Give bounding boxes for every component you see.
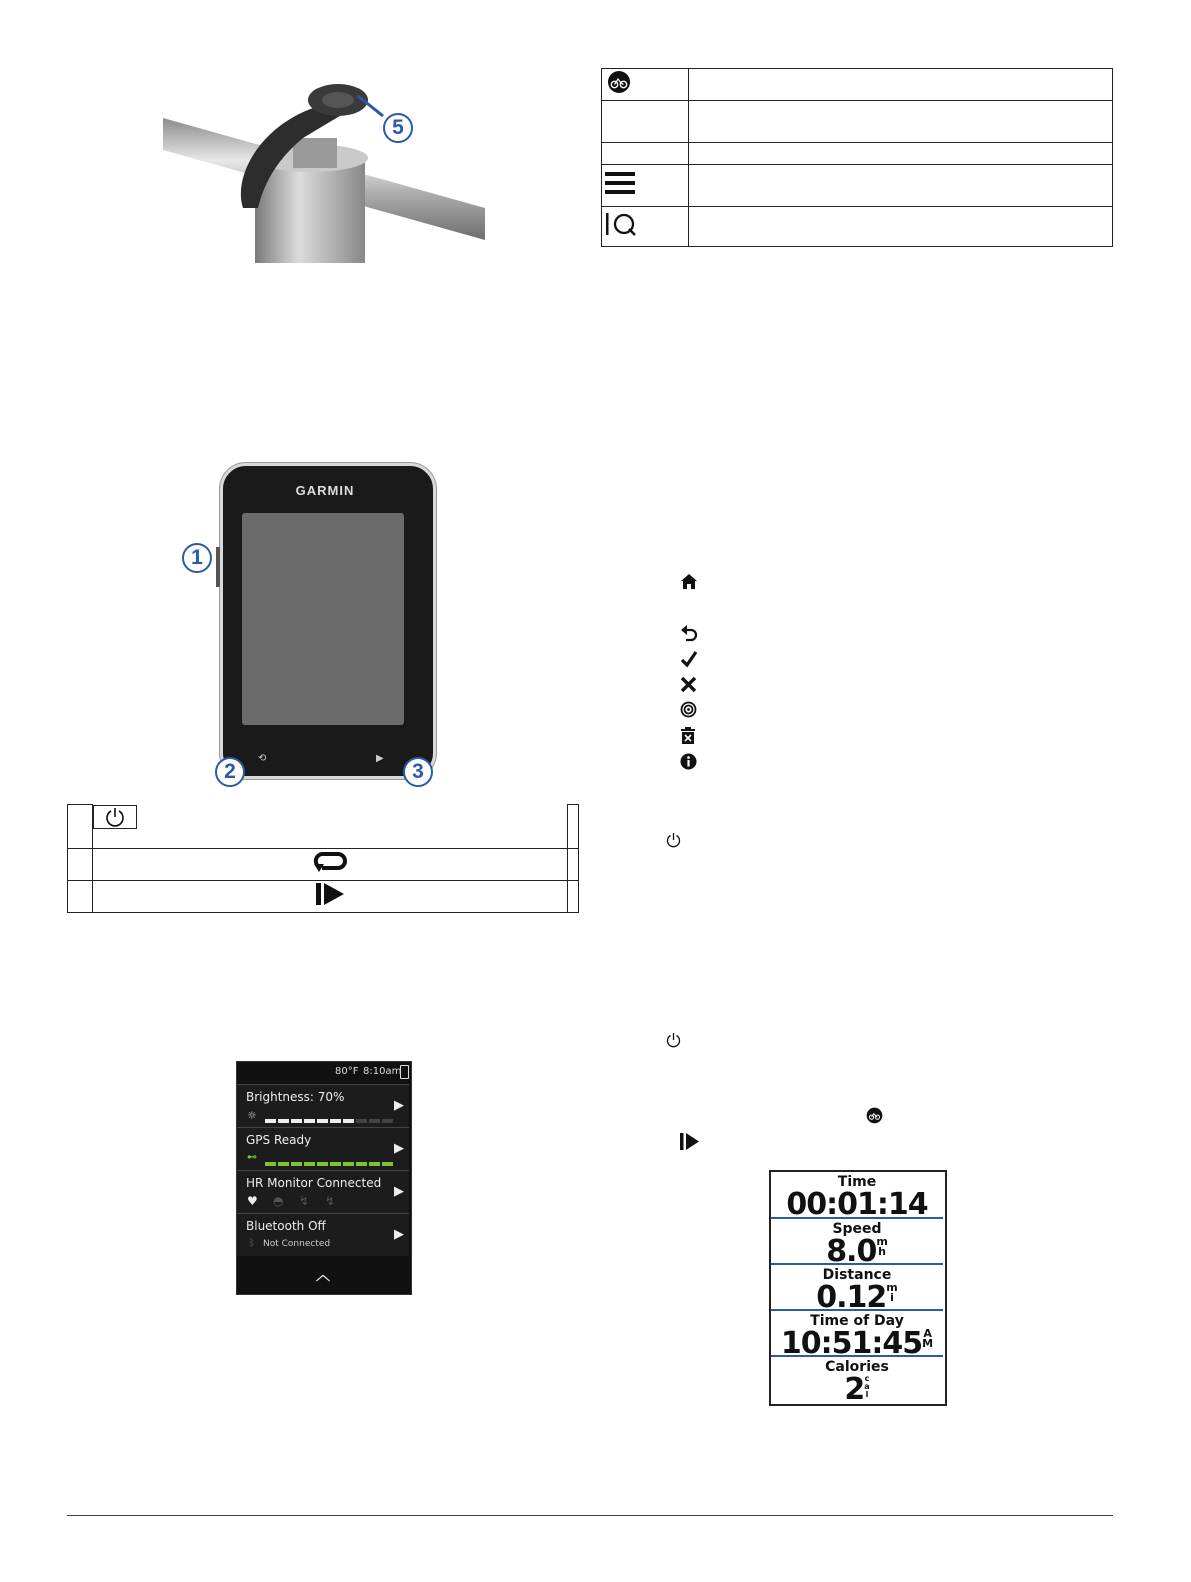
collapse-button[interactable] bbox=[237, 1259, 409, 1293]
start-stop-icon bbox=[93, 881, 568, 913]
icon-cell bbox=[602, 143, 689, 165]
status-bar bbox=[237, 1062, 409, 1082]
data-field-time bbox=[771, 1170, 943, 1222]
start-button-glyph: ▶ bbox=[376, 753, 384, 764]
bluetooth-label: Bluetooth Off bbox=[246, 1219, 326, 1233]
chevron-right-icon: ▶ bbox=[394, 1141, 404, 1156]
hr-monitor-row[interactable] bbox=[237, 1170, 409, 1213]
table-row bbox=[602, 165, 1113, 207]
brightness-bar bbox=[265, 1112, 395, 1126]
sun-icon: ☼ bbox=[247, 1109, 257, 1122]
lap-icon bbox=[93, 849, 568, 881]
footer-rule bbox=[67, 1515, 1113, 1516]
field-value: 2 bbox=[844, 1372, 865, 1406]
bike-icon bbox=[602, 69, 689, 101]
callout-1: 1 bbox=[182, 543, 212, 573]
bluetooth-row[interactable] bbox=[237, 1213, 409, 1256]
field-unit: c a l bbox=[864, 1374, 870, 1399]
data-field-speed bbox=[771, 1217, 943, 1269]
connect-iq-icon bbox=[602, 207, 689, 247]
start-stop-icon bbox=[680, 1133, 700, 1155]
delete-icon bbox=[680, 727, 696, 750]
callout-cell bbox=[68, 805, 93, 849]
field-unit: m i bbox=[886, 1281, 898, 1304]
field-title: Speed bbox=[832, 1221, 882, 1237]
field-value: 00:01:14 bbox=[786, 1187, 928, 1222]
description-cell bbox=[568, 849, 579, 881]
temperature: 80°F bbox=[335, 1066, 359, 1077]
field-value: 10:51:45 bbox=[780, 1326, 923, 1361]
table-row bbox=[68, 881, 579, 913]
info-icon bbox=[680, 753, 697, 775]
device-screen bbox=[242, 513, 404, 725]
table-row bbox=[602, 69, 1113, 101]
brightness-row[interactable] bbox=[237, 1084, 409, 1127]
field-value: 0.12 bbox=[816, 1280, 887, 1315]
field-value: 8.0 bbox=[826, 1234, 877, 1269]
callout-cell bbox=[68, 881, 93, 913]
table-row bbox=[602, 101, 1113, 143]
power-icon bbox=[666, 832, 681, 853]
power-icon bbox=[93, 805, 137, 829]
data-field-distance bbox=[771, 1263, 943, 1315]
home-icons-table bbox=[601, 68, 1113, 247]
field-title: Distance bbox=[822, 1267, 892, 1283]
home-icon bbox=[680, 573, 698, 595]
status-screen bbox=[236, 1061, 412, 1295]
callout-3: 3 bbox=[403, 757, 433, 787]
description-cell bbox=[568, 805, 579, 849]
chevron-right-icon: ▶ bbox=[394, 1227, 404, 1242]
table-row bbox=[602, 207, 1113, 247]
description-cell bbox=[689, 207, 1113, 247]
bluetooth-icon: ᛒ bbox=[249, 1238, 255, 1249]
description-cell bbox=[689, 69, 1113, 101]
callout-cell bbox=[68, 849, 93, 881]
device-brand: GARMIN bbox=[295, 483, 355, 498]
icon-cell bbox=[602, 101, 689, 143]
battery-icon bbox=[400, 1065, 409, 1079]
chevron-up-icon: ︿ bbox=[316, 1268, 330, 1284]
bluetooth-status: Not Connected bbox=[263, 1239, 331, 1249]
table-row bbox=[602, 143, 1113, 165]
field-title: Calories bbox=[825, 1359, 889, 1375]
bike-mount-illustration bbox=[163, 68, 485, 263]
description-cell bbox=[689, 101, 1113, 143]
data-screen bbox=[769, 1170, 947, 1406]
callout-5: 5 bbox=[383, 113, 413, 143]
menu-icon bbox=[602, 165, 689, 207]
check-icon bbox=[680, 650, 698, 673]
back-icon bbox=[680, 624, 698, 647]
heart-icon: ♥ bbox=[247, 1194, 258, 1208]
description-cell bbox=[568, 881, 579, 913]
field-unit: m h bbox=[876, 1235, 888, 1258]
satellite-icon: ⊷ bbox=[247, 1152, 257, 1163]
description-cell bbox=[689, 143, 1113, 165]
field-title: Time of Day bbox=[810, 1313, 904, 1329]
cadence-sensor-icon: ↯ bbox=[299, 1194, 310, 1208]
device-side-button bbox=[216, 547, 220, 587]
power-sensor-icon: ↯ bbox=[325, 1194, 336, 1208]
gps-label: GPS Ready bbox=[246, 1133, 312, 1147]
clock: 8:10am bbox=[363, 1066, 402, 1077]
power-icon bbox=[666, 1032, 681, 1053]
data-field-time-of-day bbox=[771, 1309, 943, 1361]
table-row bbox=[68, 849, 579, 881]
device-figure bbox=[140, 455, 512, 795]
cancel-icon bbox=[680, 676, 697, 698]
callout-2: 2 bbox=[215, 757, 245, 787]
field-unit: A M bbox=[922, 1327, 934, 1350]
speed-sensor-icon: ◓ bbox=[273, 1194, 284, 1208]
data-field-calories bbox=[771, 1355, 943, 1404]
device-keys-table bbox=[67, 804, 579, 913]
chevron-right-icon: ▶ bbox=[394, 1098, 404, 1113]
target-icon bbox=[680, 701, 697, 723]
brightness-label: Brightness: 70% bbox=[246, 1090, 345, 1104]
field-title: Time bbox=[837, 1174, 877, 1190]
mount-figure bbox=[163, 68, 485, 263]
hr-monitor-label: HR Monitor Connected bbox=[246, 1176, 382, 1190]
lap-button-glyph: ⟲ bbox=[258, 753, 267, 764]
gps-row[interactable] bbox=[237, 1127, 409, 1170]
gps-signal-bar bbox=[265, 1155, 395, 1169]
chevron-right-icon: ▶ bbox=[394, 1184, 404, 1199]
description-cell bbox=[689, 165, 1113, 207]
bike-icon bbox=[866, 1107, 883, 1129]
table-row bbox=[68, 805, 579, 849]
